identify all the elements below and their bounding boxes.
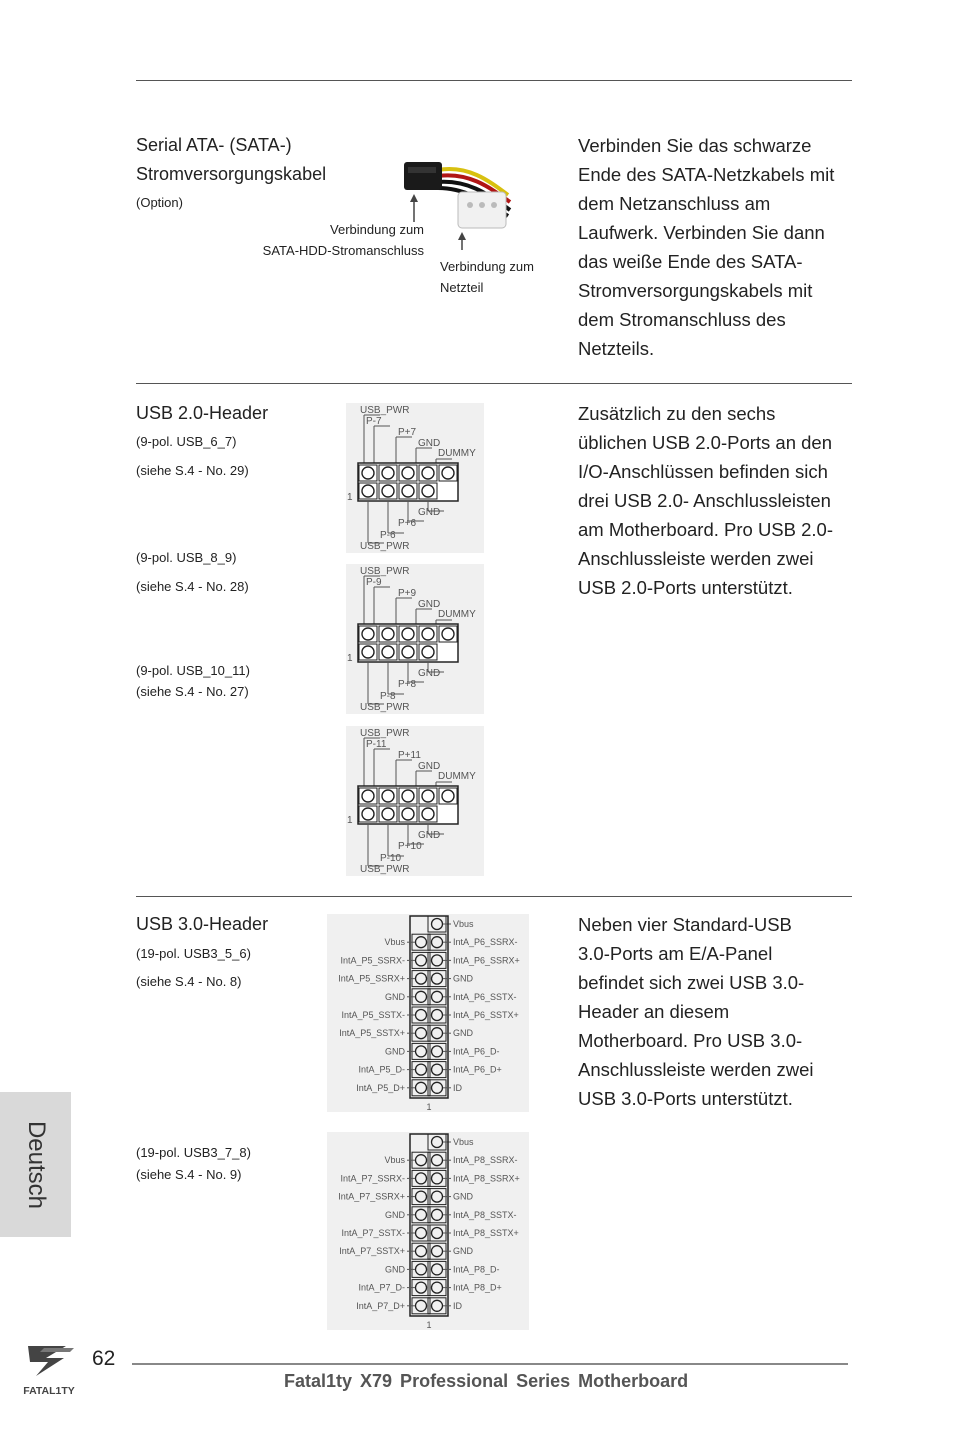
pin-label: Vbus (384, 937, 405, 948)
pin-1-marker: 1 (347, 492, 353, 503)
pin-label: GND (453, 973, 473, 984)
label-p-plus: P+8 (398, 679, 417, 690)
pin-label: IntA_P6_SSRX+ (453, 955, 520, 966)
usb3-pinout-diagram (327, 914, 529, 1112)
usb2-header-2-pins: (9-pol. USB_8_9) (136, 550, 237, 565)
pin-label: IntA_P5_SSRX- (340, 955, 405, 966)
label-hdd-connection: Verbindung zum SATA-HDD-Stromanschluss (262, 222, 424, 258)
pin-label: IntA_P7_SSTX+ (339, 1246, 405, 1257)
pin-label: GND (385, 1046, 405, 1057)
pin-label: Vbus (453, 1137, 474, 1147)
footer-rule (132, 1363, 848, 1365)
pin-label: Vbus (384, 1155, 405, 1166)
label-dummy: DUMMY (438, 771, 476, 782)
label-usb-pwr: USB_PWR (360, 702, 410, 713)
pin-label: IntA_P5_SSRX+ (338, 973, 405, 984)
label-gnd: GND (418, 599, 441, 610)
usb3-header-1-pins: (19-pol. USB3_5_6) (136, 946, 251, 961)
pin-label: IntA_P5_D+ (356, 1082, 405, 1093)
language-tab (0, 1092, 71, 1237)
label-p-minus: P-8 (380, 691, 396, 702)
usb2-title: USB 2.0-Header (136, 403, 269, 423)
label-gnd: GND (418, 668, 441, 679)
pin-label: IntA_P6_SSTX- (453, 991, 517, 1002)
label-usb-pwr: USB_PWR (360, 541, 410, 552)
usb2-header-1-ref: (siehe S.4 - No. 29) (136, 463, 249, 478)
section-divider (136, 383, 852, 384)
section-divider (136, 896, 852, 897)
usb3-pinout-diagram (327, 1132, 529, 1330)
pin-label: IntA_P7_D+ (356, 1300, 405, 1311)
language-label: Deutsch (22, 1120, 50, 1209)
pin-label: IntA_P8_SSTX- (453, 1209, 517, 1220)
label-p-plus: P+10 (398, 841, 422, 852)
usb3-header-2-pins: (19-pol. USB3_7_8) (136, 1145, 251, 1160)
pin-label: GND (385, 991, 405, 1002)
usb3-header-1-ref: (siehe S.4 - No. 8) (136, 974, 242, 989)
label-gnd: GND (418, 830, 441, 841)
label-p-plus: P+11 (398, 750, 421, 761)
usb3-header-2-ref: (siehe S.4 - No. 9) (136, 1167, 242, 1182)
pin-label: GND (453, 1191, 473, 1202)
pin-label: ID (453, 1300, 462, 1311)
sata-power-cable-image (398, 150, 538, 250)
label-psu-connection: Verbindung zum Netzteil (440, 259, 534, 295)
pin-label: GND (385, 1209, 405, 1220)
pin-label: GND (453, 1028, 473, 1039)
sata-title: Serial ATA- (SATA-) Stromversorgungskabel (136, 135, 327, 184)
usb2-header-3-ref: (siehe S.4 - No. 27) (136, 684, 249, 699)
pin-label: IntA_P6_D+ (453, 1064, 502, 1075)
label-gnd: GND (418, 507, 441, 518)
pin-1-marker: 1 (347, 815, 353, 826)
usb3-title: USB 3.0-Header (136, 914, 269, 934)
pin-label: IntA_P5_SSTX- (341, 1010, 405, 1020)
logo-text: FATAL1TY (23, 1385, 75, 1397)
label-usb-pwr: USB_PWR (360, 405, 410, 416)
sata-option: (Option) (136, 195, 183, 210)
fatal1ty-logo (6, 1340, 92, 1402)
pin-1-marker: 1 (426, 1320, 432, 1330)
label-usb-pwr: USB_PWR (360, 728, 410, 739)
label-gnd: GND (418, 761, 441, 772)
sata-description: Verbinden Sie das schwarze Ende des SATA-Netzkabels mit dem Netzanschluss am Laufwerk. Verbinden Sie dann das weiße Ende des SATA- Stromversorgungskabels mit dem Stromanschluss des Netzteils. (578, 135, 835, 359)
pin-label: IntA_P8_SSRX+ (453, 1173, 520, 1184)
footer-title: Fatal1ty X79 Professional Series Motherboard (284, 1371, 689, 1391)
top-rule (136, 80, 852, 81)
label-p-minus: P-7 (366, 416, 382, 427)
label-p-minus: P-9 (366, 577, 382, 588)
pin-1-marker: 1 (426, 1102, 432, 1112)
pin-label: IntA_P7_SSTX- (341, 1228, 405, 1238)
pin-label: IntA_P7_D- (358, 1282, 405, 1293)
usb2-header-3-pins: (9-pol. USB_10_11) (136, 663, 250, 678)
usb2-pinout-diagram (346, 564, 484, 714)
label-p-plus: P+9 (398, 588, 417, 599)
label-dummy: DUMMY (438, 448, 476, 459)
label-p-minus: P-10 (380, 853, 402, 864)
pin-label: GND (385, 1264, 405, 1275)
label-usb-pwr: USB_PWR (360, 864, 410, 875)
usb2-header-1-pins: (9-pol. USB_6_7) (136, 434, 237, 449)
pin-label: Vbus (453, 919, 474, 929)
pin-label: IntA_P8_D- (453, 1264, 500, 1275)
pin-label: ID (453, 1082, 462, 1093)
label-p-minus: P-6 (380, 530, 396, 541)
pin-label: IntA_P7_SSRX+ (338, 1191, 405, 1202)
page-number: 62 (92, 1347, 116, 1370)
label-p-minus: P-11 (366, 739, 387, 750)
pin-label: IntA_P7_SSRX- (340, 1173, 405, 1184)
label-dummy: DUMMY (438, 609, 476, 620)
pin-label: IntA_P6_D- (453, 1046, 500, 1057)
pin-label: IntA_P8_SSTX+ (453, 1228, 519, 1238)
pin-label: IntA_P6_SSTX+ (453, 1010, 519, 1020)
pin-label: GND (453, 1246, 473, 1257)
pin-label: IntA_P6_SSRX- (453, 937, 518, 948)
usb2-pinout-diagram (346, 726, 484, 876)
pin-label: IntA_P5_D- (358, 1064, 405, 1075)
label-usb-pwr: USB_PWR (360, 566, 410, 577)
label-gnd: GND (418, 438, 441, 449)
usb2-pinout-diagram (346, 403, 484, 553)
pin-1-marker: 1 (347, 653, 353, 664)
label-p-plus: P+7 (398, 427, 417, 438)
pin-label: IntA_P8_SSRX- (453, 1155, 518, 1166)
usb2-header-2-ref: (siehe S.4 - No. 28) (136, 579, 249, 594)
label-p-plus: P+6 (398, 518, 417, 529)
pin-label: IntA_P5_SSTX+ (339, 1028, 405, 1039)
pin-label: IntA_P8_D+ (453, 1282, 502, 1293)
usb3-description: Neben vier Standard-USB 3.0-Ports am E/A-Panel befindet sich zwei USB 3.0- Header an diesem Motherboard. Pro USB 3.0- Anschlussleiste werden zwei USB 3.0-Ports unterstützt. (578, 914, 814, 1109)
usb2-description: Zusätzlich zu den sechs üblichen USB 2.0-Ports an den I/O-Anschlüssen befinden sich drei USB 2.0- Anschlussleisten am Motherboard. Pro USB 2.0- Anschlussleiste werden zwei USB 2.0-Ports unterstützt. (578, 403, 833, 598)
